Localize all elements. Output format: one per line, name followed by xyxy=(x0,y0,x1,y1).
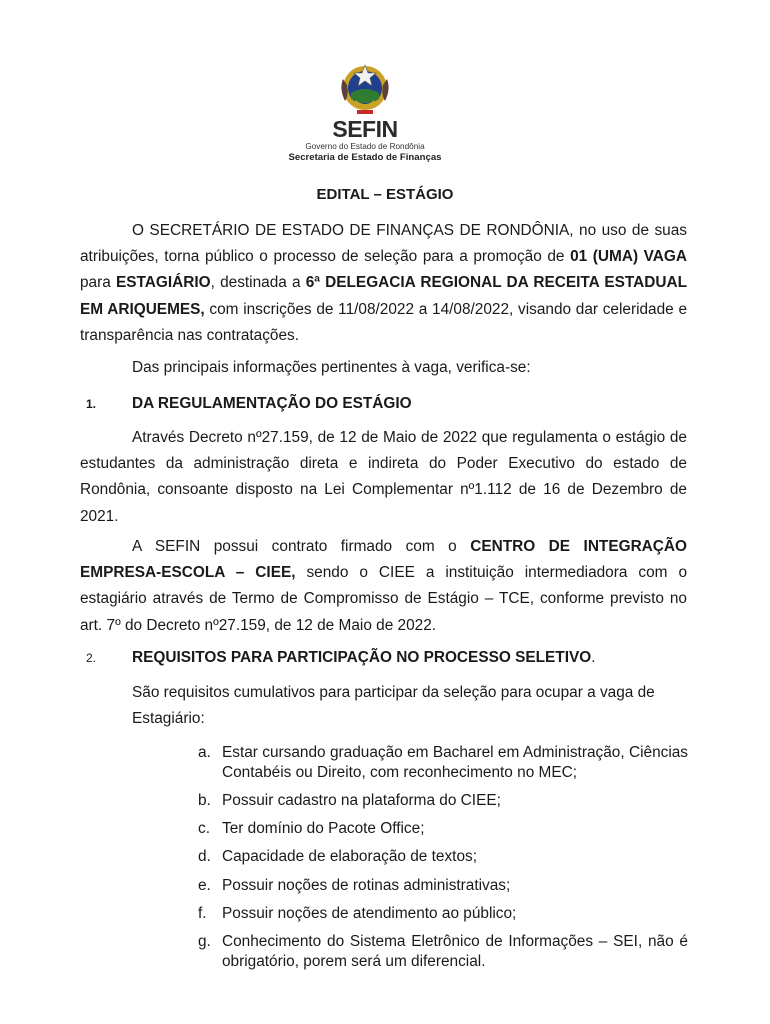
position-title: ESTAGIÁRIO xyxy=(115,274,211,292)
requirement-letter: b. xyxy=(198,791,211,809)
requirement-letter: e. xyxy=(198,876,211,894)
section-1-paragraph-1 xyxy=(80,425,687,530)
requirement-text: Possuir noções de rotinas administrativas; xyxy=(222,876,511,894)
section-1-paragraph-2 xyxy=(80,534,687,639)
requirement-item xyxy=(198,876,688,896)
secretariat-line: Secretaria de Estado de Finanças xyxy=(288,152,442,163)
ciee-name: CENTRO DE INTEGRAÇÃO EMPRESA-ESCOLA – CIEE, xyxy=(80,538,687,582)
section-2-title: REQUISITOS PARA PARTICIPAÇÃO NO PROCESSO SELETIVO xyxy=(132,649,592,666)
requirement-item xyxy=(198,904,688,924)
requirement-item xyxy=(198,932,688,971)
section-1-title: DA REGULAMENTAÇÃO DO ESTÁGIO xyxy=(132,395,412,412)
brand-name: SEFIN xyxy=(332,116,398,142)
document-title: EDITAL – ESTÁGIO xyxy=(316,186,454,203)
section-2-number: 2. xyxy=(86,651,97,665)
section-2-intro: São requisitos cumulativos para participar da seleção para ocupar a vaga de Estagiário: xyxy=(132,684,655,728)
requirement-letter: f. xyxy=(198,904,207,922)
requirement-text: Conhecimento do Sistema Eletrônico de Informações – SEI, não é obrigatório, porem será um diferencial. xyxy=(222,933,688,970)
requirement-text: Capacidade de elaboração de textos; xyxy=(222,848,477,866)
section-2-heading xyxy=(86,648,686,668)
decree-text: Através Decreto nº27.159, de 12 de Maio de 2022 que regulamenta o estágio de estudantes da administração direta e indireta do Poder Executivo do estado de Rondônia, consoante disposto na Lei Complementar nº1.112 de 16 de Dezembro de 2021. xyxy=(80,429,687,525)
intro-text-4: com inscrições de 11/08/2022 a 14/08/2022, visando dar celeridade e transparência nas contratações. xyxy=(80,300,688,344)
government-line: Governo do Estado de Rondônia xyxy=(305,142,425,151)
ciee-text-2: sendo o CIEE a instituição intermediadora com o estagiário através de Termo de Compromisso de Estágio – TCE, conforme previsto no art. 7º do Decreto nº27.159, de 12 de Maio de 2022. xyxy=(80,564,688,634)
vacancy-count: 01 (UMA) VAGA xyxy=(570,248,687,266)
requirement-item xyxy=(198,847,688,867)
requirement-text: Estar cursando graduação em Bacharel em Administração, Ciências Contabéis ou Direito, com reconhecimento no MEC; xyxy=(222,744,688,781)
requirement-item xyxy=(198,819,688,839)
requirement-text: Ter domínio do Pacote Office; xyxy=(222,820,425,838)
requirement-letter: g. xyxy=(198,933,211,951)
requirement-text: Possuir noções de atendimento ao público; xyxy=(222,904,517,922)
intro-text-1: O SECRETÁRIO DE ESTADO DE FINANÇAS DE RONDÔNIA, no uso de suas atribuições, torna público o processo de seleção para a promoção de xyxy=(80,222,687,266)
requirement-item xyxy=(198,743,688,782)
requirement-letter: a. xyxy=(198,744,211,761)
section-1-number: 1. xyxy=(86,397,97,411)
coat-of-arms-icon xyxy=(335,55,395,117)
intro-text-3: , destinada a xyxy=(210,274,306,292)
requirement-text: Possuir cadastro na plataforma do CIEE; xyxy=(222,791,501,809)
sefin-logo xyxy=(280,55,450,163)
principal-info-line: Das principais informações pertinentes à vaga, verifica-se: xyxy=(132,359,531,376)
destination-office: 6ª DELEGACIA REGIONAL DA RECEITA ESTADUAL EM ARIQUEMES, xyxy=(80,274,687,318)
intro-text-2: para xyxy=(80,274,116,292)
intro-paragraph xyxy=(80,218,687,349)
requirement-letter: d. xyxy=(198,848,211,866)
ciee-text-1: A SEFIN possui contrato firmado com o xyxy=(132,538,471,555)
section-2-title-suffix: . xyxy=(591,649,596,666)
requirements-list xyxy=(198,743,688,980)
section-1-heading xyxy=(86,394,686,414)
requirement-letter: c. xyxy=(198,820,210,838)
requirement-item xyxy=(198,791,688,811)
